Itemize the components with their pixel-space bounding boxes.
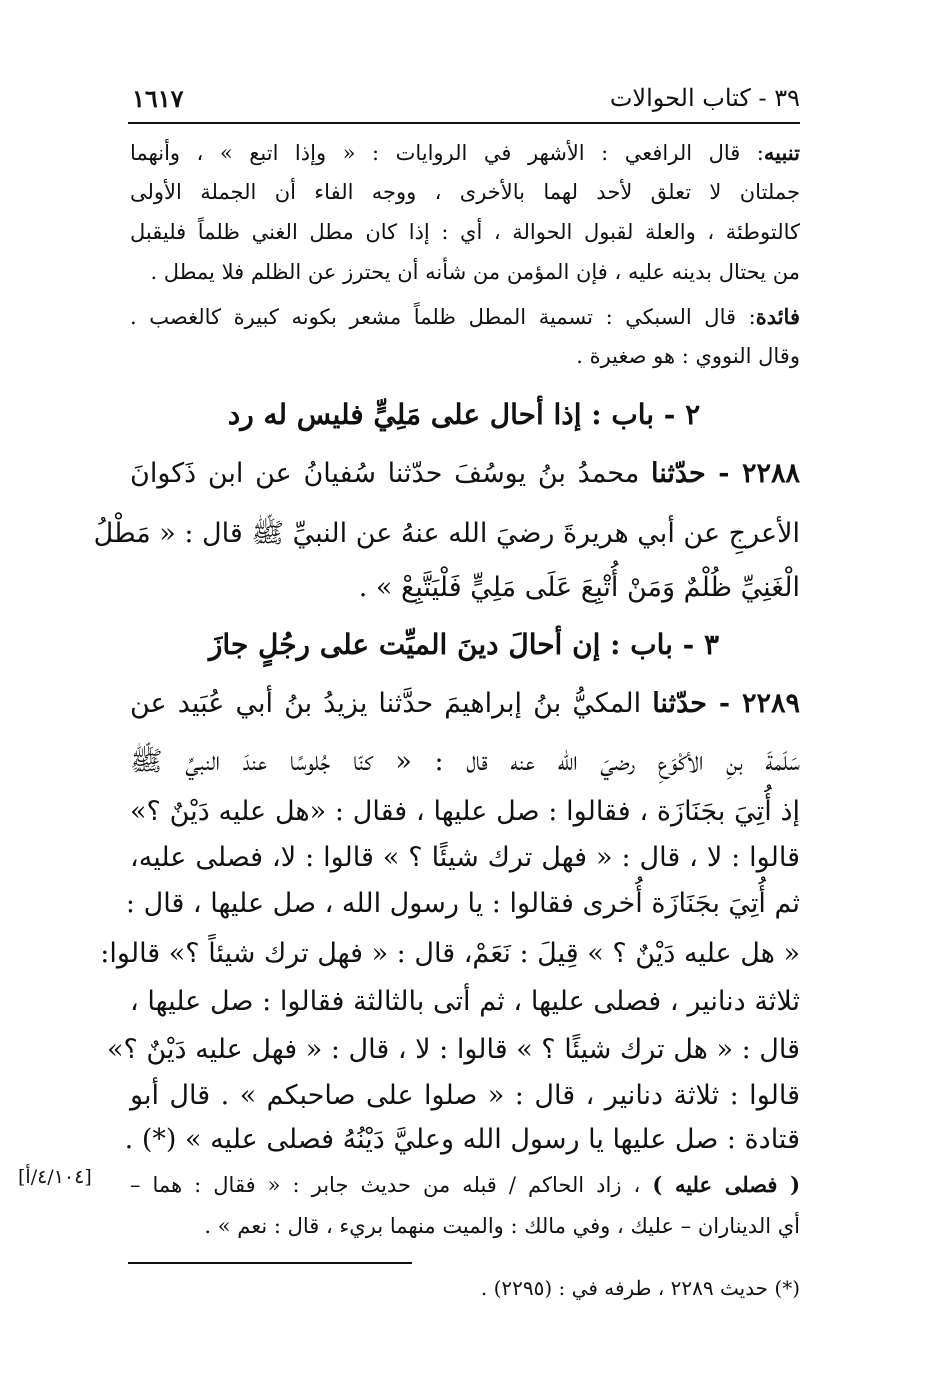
note-label: تنبيه [763, 140, 800, 165]
chapter-3-heading: ٣ - باب : إن أحالَ دينَ الميِّت على رجُلٍ جازَ [208, 628, 720, 661]
footnote: (*) حديث ٢٢٨٩ ، طرفه في : (٢٢٩٥) . [480, 1276, 800, 1300]
hadith-2288-line-1: ٢٢٨٨ - حدّثنا محمدُ بنُ يوسُفَ حدّثنا سُفيانُ عن ابن ذَكوانَ [130, 458, 800, 489]
hadith-2288-number: ٢٢٨٨ - حدّثنا [650, 458, 800, 489]
hadith-2289-line-4: قالوا : لا ، قال : « فهل ترك شيئًا ؟ » قالوا : لا، فصلى عليه، [130, 842, 800, 873]
commentary-label: ( فصلى عليه ) [652, 1172, 801, 1197]
hadith-2289-line-9: قالوا : ثلاثة دنانير ، قال : « صلوا على صاحبكم » . قال أبو [130, 1080, 800, 1111]
benefit-label: فائدة [755, 304, 800, 329]
chapter-title: ٣٩ - كتاب الحوالات [609, 84, 800, 112]
note-line-3: كالتوطئة ، والعلة لقبول الحوالة ، أي : إذا كان مطل الغني ظلماً فليقبل [130, 220, 800, 244]
benefit-line-1: فائدة: قال السبكي : تسمية المطل ظلماً مشعر بكونه كبيرة كالغصب . [130, 304, 800, 329]
hadith-2289-line-8: قال : « هل ترك شيئًا ؟ » قالوا : لا ، قال : « فهل عليه دَيْنٌ ؟» [107, 1034, 800, 1065]
note-line-4: من يحتال بدينه عليه ، فإن المؤمن من شأنه أن يحترز عن الظلم فلا يمطل . [150, 260, 800, 284]
benefit-line-2: وقال النووي : هو صغيرة . [576, 344, 800, 368]
hadith-2289-line-7: ثلاثة دنانير ، فصلى عليها ، ثم أتى بالثالثة فقالوا : صل عليها ، [130, 986, 800, 1017]
page-number: ١٦١٧ [132, 84, 184, 113]
commentary-line-1: ( فصلى عليه ) ، زاد الحاكم / قبله من حديث جابر : « فقال : هما – [130, 1172, 801, 1197]
footnote-divider [128, 1262, 412, 1264]
hadith-2289-line-3: إذ أُتِيَ بجَنَازَة ، فقالوا : صل عليها ، فقال : «هل عليه دَيْنٌ ؟» [130, 796, 800, 827]
hadith-2288-line-2: الأعرجِ عن أبي هريرةَ رضيَ الله عنهُ عن النبيِّ ﷺ قال : « مَطْلُ [93, 518, 800, 549]
hadith-2289-number: ٢٢٨٩ - حدّثنا [652, 688, 800, 719]
manuscript-reference: [٤/١٠٤/أ] [18, 1166, 92, 1188]
hadith-2289-line-1: ٢٢٨٩ - حدّثنا المكيُّ بنُ إبراهيمَ حدَّثنا يزيدُ بنُ أبي عُبَيد عن [130, 688, 800, 719]
hadith-2289-line-2: سَلَمةَ بنِ الأكْوَعِ رضيَ الله عنه قال : « كنّا جُلوسًا عندَ النبيِّ ﷺ [130, 746, 800, 777]
commentary-line-2: أي الديناران – عليك ، وفي مالك : والميت منهما بريء ، قال : نعم » . [204, 1214, 800, 1238]
page-header [128, 78, 800, 124]
hadith-2289-line-6: « هل عليه دَيْنٌ ؟ » قِيلَ : نَعَمْ، قال : « فهل ترك شيئاً ؟» قالوا: [100, 938, 800, 969]
hadith-2289-line-10: قتادة : صل عليها يا رسول الله وعليَّ دَيْنُهُ فصلى عليه » (*) . [124, 1124, 800, 1155]
hadith-2288-line-3: الْغَنِيِّ ظُلْمٌ وَمَنْ أُتْبِعَ عَلَى مَلِيٍّ فَلْيَتَّبِعْ » . [358, 572, 800, 603]
hadith-2289-line-5: ثم أُتِيَ بجَنَازَة أُخرى فقالوا : يا رسول الله ، صل عليها ، قال : [125, 888, 800, 919]
note-line-1: تنبيه: قال الرافعي : الأشهر في الروايات : « وإذا اتبع » ، وأنهما [130, 140, 800, 165]
chapter-2-heading: ٢ - باب : إذا أحال على مَلِيٍّ فليس له رد [227, 398, 701, 431]
note-line-2: جملتان لا تعلق لأحد لهما بالأخرى ، ووجه الفاء أن الجملة الأولى [130, 180, 800, 204]
